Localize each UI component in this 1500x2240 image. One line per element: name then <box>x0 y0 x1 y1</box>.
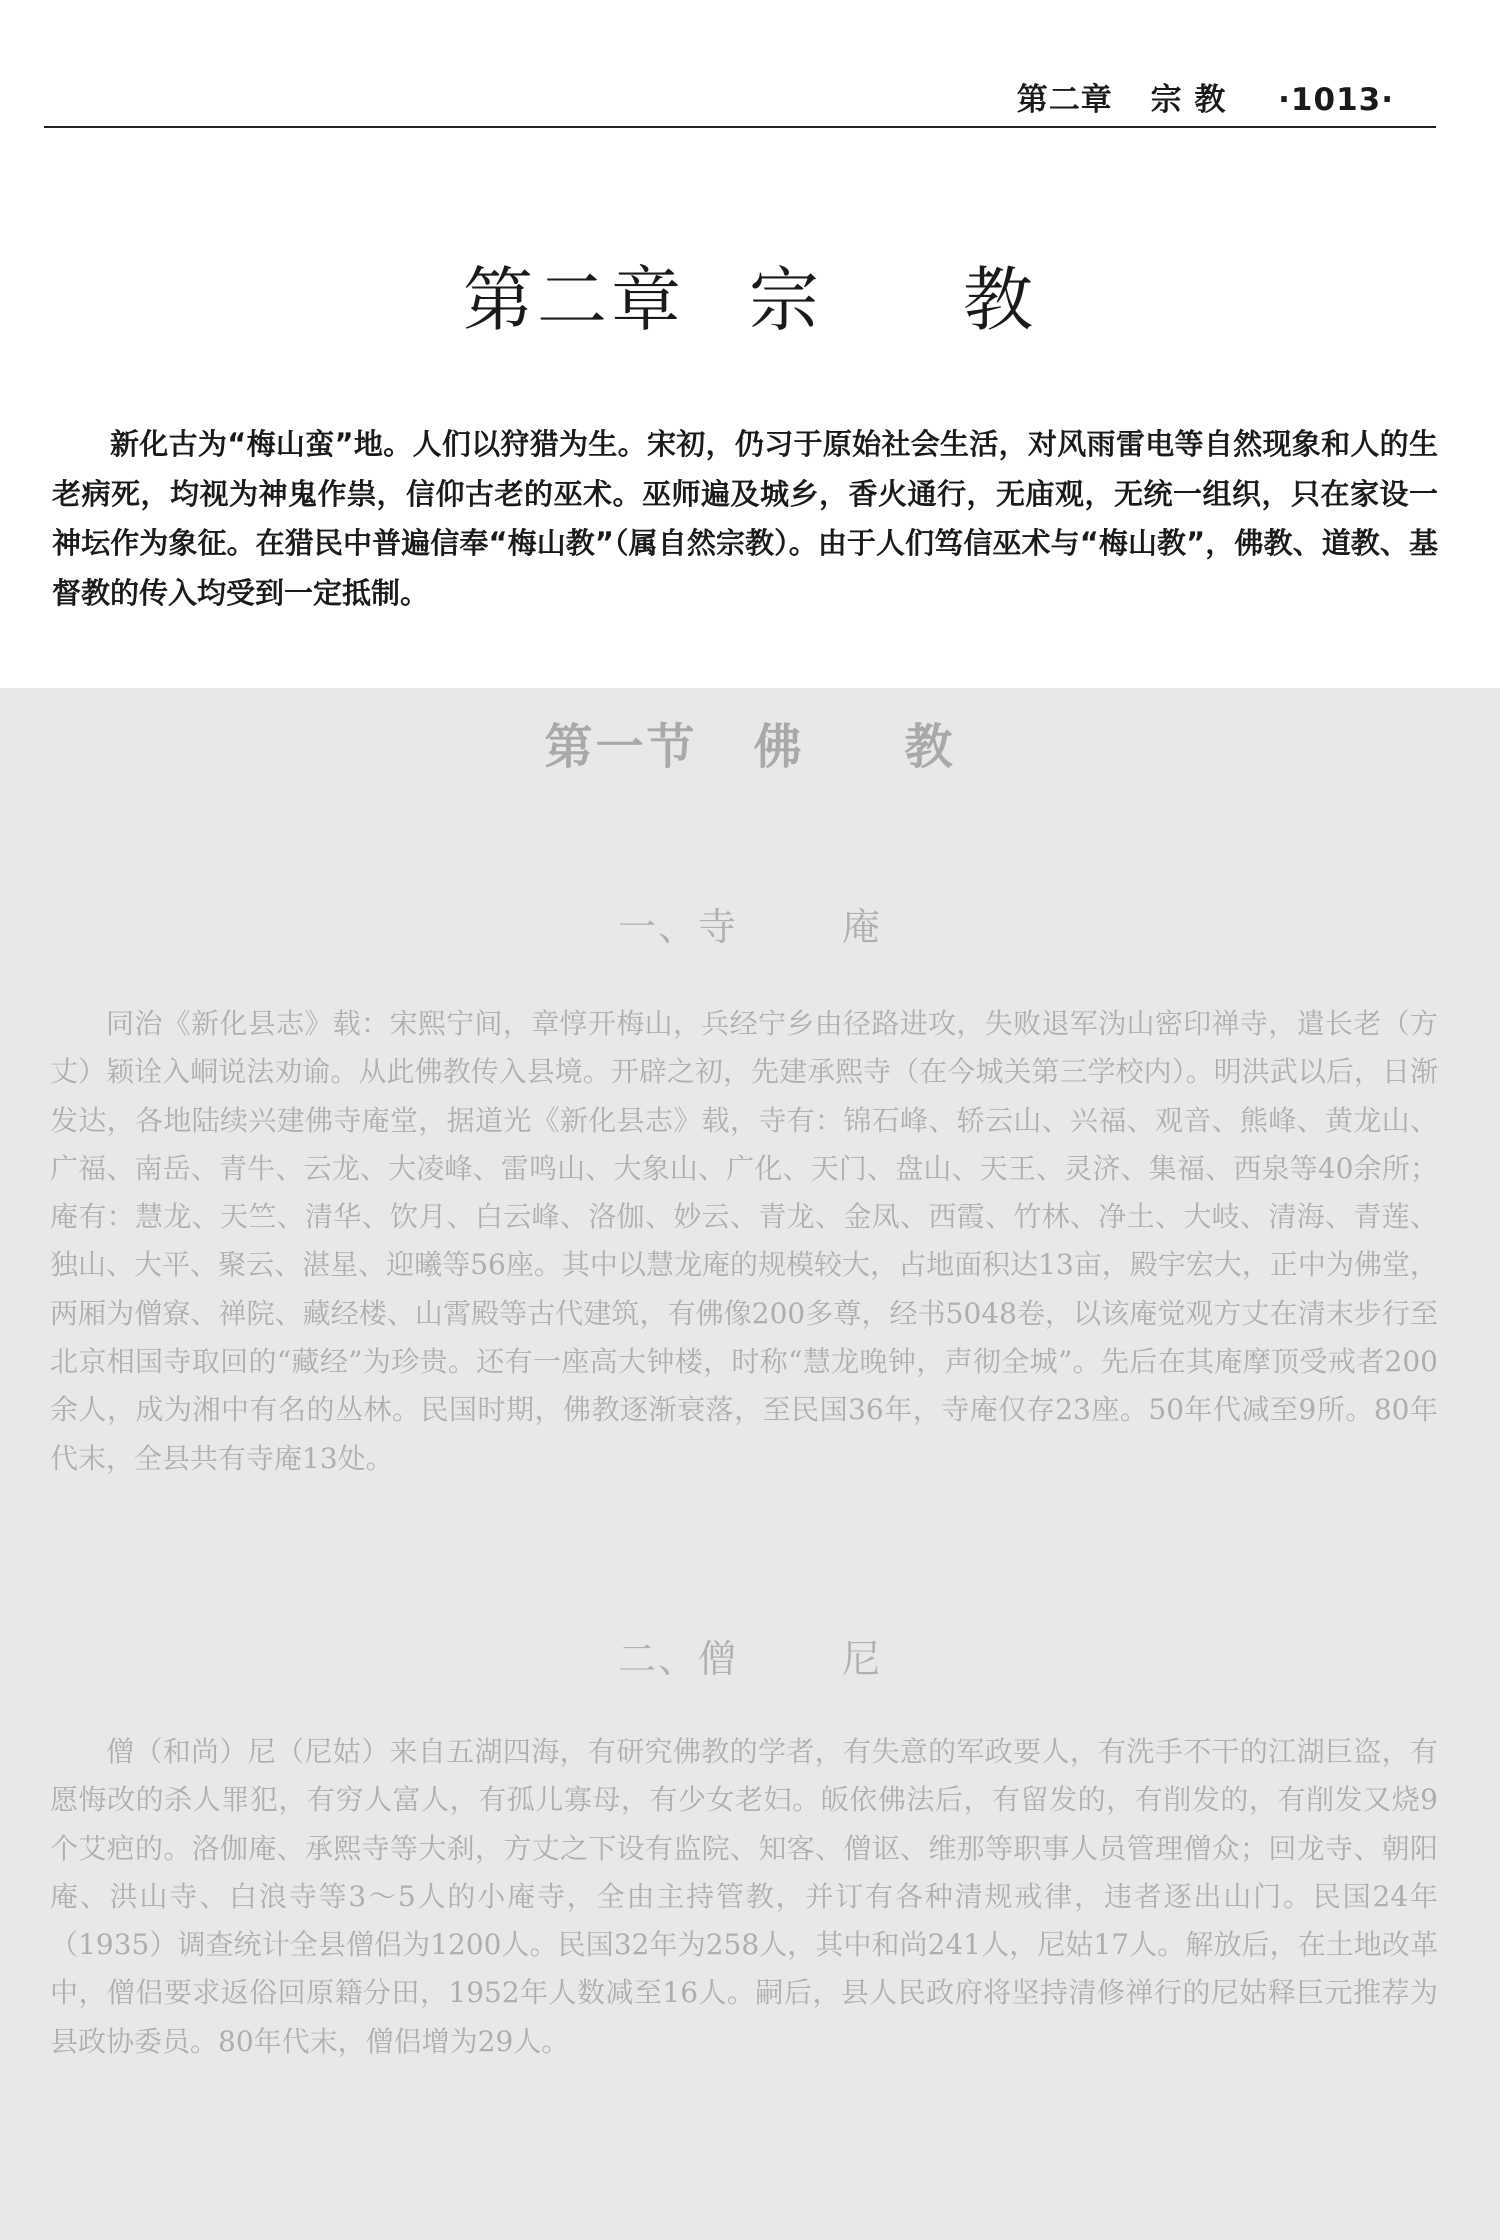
section-number: 第一节 <box>544 719 698 775</box>
subsection-heading-temples <box>0 896 1500 951</box>
subsection-prefix: 二、僧 <box>617 1637 738 1681</box>
chapter-title <box>0 244 1500 345</box>
subsection-prefix: 一、寺 <box>617 905 738 949</box>
section-title <box>0 708 1500 777</box>
header-chapter: 第二章 <box>1016 82 1113 118</box>
running-header <box>44 70 1436 128</box>
running-header-text <box>1017 74 1394 119</box>
intro-paragraph: 新化古为“梅山蛮”地。人们以狩猎为生。宋初，仍习于原始社会生活，对风雨雷电等自然现象和人的生老病死，均视为神鬼作祟，信仰古老的巫术。巫师遍及城乡，香火通行，无庙观，无统一组织，只在家设一神坛作为象征。在猎民中普遍信奉“梅山教”（属自然宗教）。由于人们笃信巫术与“梅山教”，佛教、道教、基督教的传入均受到一定抵制。 <box>52 427 1438 610</box>
header-subject: 宗 教 <box>1150 82 1227 118</box>
chapter-name-second: 教 <box>963 259 1037 341</box>
subsection-body-temples: 同治《新化县志》载：宋熙宁间，章惇开梅山，兵经宁乡由径路进攻，失败退军沩山密印禅寺，遣长老（方丈）颖诠入峒说法劝谕。从此佛教传入县境。开辟之初，先建承熙寺（在今城关第三学校内）。明洪武以后，日渐发达，各地陆续兴建佛寺庵堂，据道光《新化县志》载，寺有：锦石峰、轿云山、兴福、观音、熊峰、黄龙山、广福、南岳、青牛、云龙、大凌峰、雷鸣山、大象山、广化、天门、盘山、天王、灵济、集福、西泉等40余所；庵有：慧龙、天竺、清华、饮月、白云峰、洛伽、妙云、青龙、金凤、西霞、竹林、净土、大岐、清海、青莲、独山、大平、聚云、湛星、迎曦等56座。其中以慧龙庵的规模较大，占地面积达13亩，殿宇宏大，正中为佛堂，两厢为僧寮、禅院、藏经楼、山霄殿等古代建筑，有佛像200多尊，经书5048卷，以该庵觉观方丈在清末步行至北京相国寺取回的“藏经”为珍贵。还有一座高大钟楼，时称“慧龙晚钟，声彻全城”。先后在其庵摩顶受戒者200余人，成为湘中有名的丛林。民国时期，佛教逐渐衰落，至民国36年，寺庵仅存23座。50年代减至9所。80年代末，全县共有寺庵13处。 <box>50 1007 1438 1475</box>
section-name-first: 佛 <box>753 719 805 775</box>
chapter-number: 第二章 <box>463 259 685 341</box>
subsection-suffix: 庵 <box>842 905 883 949</box>
chapter-name-first: 宗 <box>749 259 823 341</box>
subsection-body-monks: 僧（和尚）尼（尼姑）来自五湖四海，有研究佛教的学者，有失意的军政要人，有洗手不干的江湖巨盗，有愿悔改的杀人罪犯，有穷人富人，有孤儿寡母，有少女老妇。皈依佛法后，有留发的，有削发的，有削发又烧9个艾疤的。洛伽庵、承熙寺等大刹，方丈之下设有监院、知客、僧讴、维那等职事人员管理僧众；回龙寺、朝阳庵、洪山寺、白浪寺等3～5人的小庵寺，全由主持管教，并订有各种清规戒律，违者逐出山门。民国24年（1935）调查统计全县僧侣为1200人。民国32年为258人，其中和尚241人，尼姑17人。解放后，在土地改革中，僧侣要求返俗回原籍分田，1952年人数减至16人。嗣后，县人民政府将坚持清修禅行的尼姑释巨元推荐为县政协委员。80年代末，僧侣增为29人。 <box>50 1735 1438 2058</box>
subsection-heading-monks <box>0 1628 1500 1683</box>
section-name-second: 教 <box>904 719 956 775</box>
page-number: ·1013· <box>1278 82 1394 118</box>
subsection-suffix: 尼 <box>842 1637 883 1681</box>
